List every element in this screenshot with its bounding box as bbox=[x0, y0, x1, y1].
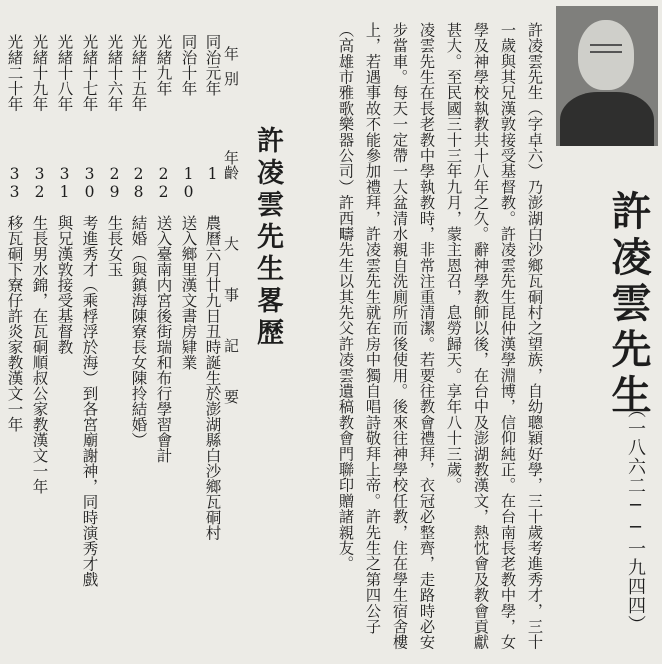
timeline-event: 生長男水錦，在瓦硐順叔公家教漢文一年 bbox=[30, 215, 49, 494]
timeline-title: 許凌雲先生畧歷 bbox=[252, 126, 283, 350]
timeline-age: 29 bbox=[105, 165, 124, 201]
biography-paragraph-1: 許凌雲先生（字卓六）乃澎湖白沙鄉瓦硐村之望族，自幼聰穎好學，三十歲考進秀才，三十一歲與其兄漢敦接受基督教。許凌雲先生昆仲漢學淵博，信仰純正。在台南長老教中學，女學及神學校執教共十八年之久。辭神學教師以後，在台中及澎湖教漢文，熱忱會及教會貢獻甚大。至民國三十三年九月，蒙主恩召，息勞歸天。享年八十三歲。 bbox=[445, 22, 544, 650]
portrait-photo bbox=[556, 6, 658, 146]
timeline-age: 22 bbox=[154, 165, 173, 201]
timeline-event: 送入鄉里漢文書房肄業 bbox=[179, 215, 198, 370]
timeline-event: 結婚（與鎮海陳寮長女陳拎結婚） bbox=[129, 215, 148, 448]
timeline-era: 光緒二十年 bbox=[5, 34, 24, 112]
timeline-event: 生長女玉 bbox=[105, 215, 124, 277]
timeline-age: 1 bbox=[203, 165, 222, 183]
timeline-era: 光緒十七年 bbox=[80, 34, 99, 112]
portrait-eyes bbox=[590, 44, 622, 53]
timeline-era: 同治十年 bbox=[179, 34, 198, 96]
timeline-age: 33 bbox=[5, 165, 24, 201]
timeline-age: 10 bbox=[179, 165, 198, 201]
timeline-header-age: 年齡 bbox=[222, 150, 240, 180]
timeline-event: 農曆六月廿九日丑時誕生於澎湖縣白沙鄉瓦硐村 bbox=[203, 215, 222, 541]
timeline-age: 32 bbox=[30, 165, 49, 201]
timeline-event: 考進秀才（乘桴浮於海）到各宮廟謝神，同時演秀才戲 bbox=[80, 215, 99, 587]
biography-paragraph-2: 凌雲先生在長老教中學執教時，非常注重清潔。若要往教會禮拜，衣冠必整齊，走路時必安步當車。每天一定帶一大盆清水親自洗廁所而後使用。後來往神學校任教，住在學生宿舍樓上，若遇事故不能參加禮拜，許凌雲先生就在房中獨自唱詩敬拜上帝。許先生之第四公子（高雄市雅歌樂器公司）許西疇先生以其先父許凌雲遺稿教會門聯印贈諸親友。 bbox=[337, 22, 436, 650]
portrait-body bbox=[560, 92, 654, 146]
timeline-event: 送入臺南内宮後街瑞和布行學習會計 bbox=[154, 215, 173, 463]
timeline-event: 移瓦硐下寮仔許炎家教漢文一年 bbox=[5, 215, 24, 432]
timeline-era: 光緒九年 bbox=[154, 34, 173, 96]
timeline-era: 光緒十五年 bbox=[129, 34, 148, 112]
timeline-era: 光緒十九年 bbox=[30, 34, 49, 112]
timeline-era: 光緒十八年 bbox=[55, 34, 74, 112]
timeline-header-era: 年別 bbox=[222, 46, 240, 96]
timeline-age: 31 bbox=[55, 165, 74, 201]
page-title: 許凌雲先生 bbox=[605, 190, 652, 420]
timeline-era: 光緒十六年 bbox=[105, 34, 124, 112]
biography-text bbox=[332, 22, 548, 662]
life-dates: （一八六二──一九四四） bbox=[625, 400, 646, 634]
timeline-age: 30 bbox=[80, 165, 99, 201]
portrait-head bbox=[578, 20, 634, 90]
timeline-age: 28 bbox=[129, 165, 148, 201]
timeline-header-event: 大事記要 bbox=[222, 236, 240, 440]
timeline-event: 與兄漢敦接受基督教 bbox=[55, 215, 74, 355]
timeline-era: 同治元年 bbox=[203, 34, 222, 96]
